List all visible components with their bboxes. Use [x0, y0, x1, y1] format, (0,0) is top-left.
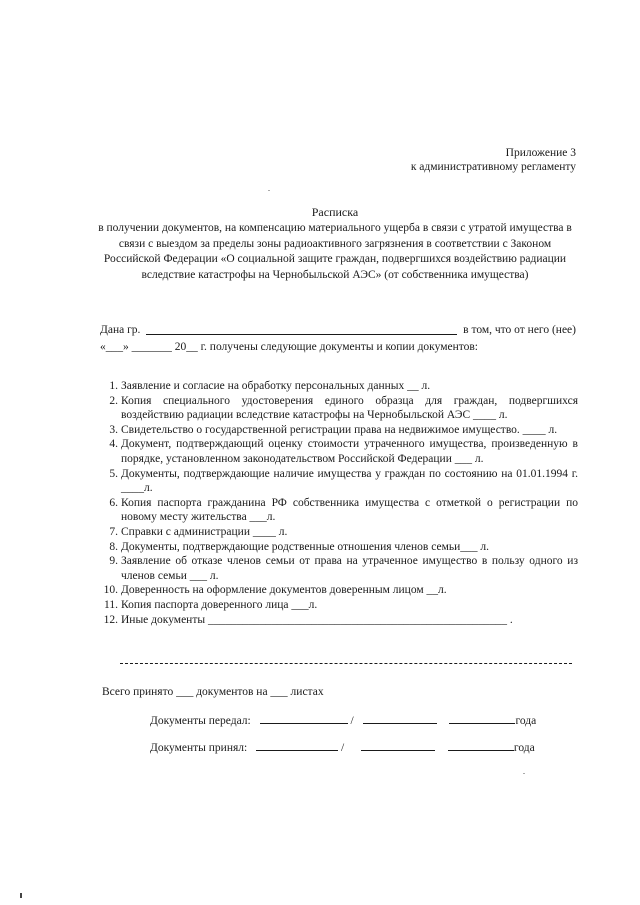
scan-speck [523, 773, 525, 774]
document-item-number: 12. [103, 613, 118, 626]
document-item-text: Заявление и согласие на обработку персональных данных __ л. [121, 380, 431, 392]
document-item-number: 6. [109, 496, 118, 509]
document-item-text: Доверенность на оформление документов доверенным лицом __л. [121, 584, 447, 597]
title-block [92, 205, 578, 283]
document-item-text: Свидетельство о государственной регистрации права на недвижимое имущество. ____ л. [121, 423, 558, 436]
signature-received-row [150, 739, 550, 755]
scan-speck [268, 190, 270, 191]
additional-documents-line [120, 663, 572, 664]
document-title: Расписка [311, 205, 359, 219]
passed-year-suffix: года [515, 715, 537, 727]
appendix-number: Приложение 3 [505, 147, 576, 159]
passed-name-line [363, 712, 437, 724]
passed-signature-line [260, 712, 348, 724]
document-item-number: 8. [109, 540, 118, 553]
document-item-number: 4. [109, 438, 118, 451]
document-item-number: 7. [109, 525, 118, 538]
document-item-text: Копия паспорта гражданина РФ собственника имущества с отметкой о регистрации по новому месту жительства ___л. [121, 496, 578, 524]
document-item-text: Документы, подтверждающие родственные отношения членов семьи___ л. [121, 540, 489, 553]
document-item [108, 554, 578, 583]
document-item [108, 423, 578, 438]
passed-slash: / [350, 715, 354, 727]
document-item [108, 394, 578, 423]
document-item-text: Документы, подтверждающие наличие имущества у граждан по состоянию на 01.01.1994 г. ____л. [121, 467, 578, 495]
document-subtitle: в получении документов, на компенсацию материального ущерба в связи с утратой имущества в связи с выездом за пределы зоны радиоактивного загрязнения в соответствии с Законом Российской Федерации «О социальной защите граждан, подвергшихся воздействию радиации вследствие катастрофы на Чернобыльской АЭС» (от собственника имущества) [98, 222, 572, 281]
received-label: Документы принял: [150, 742, 248, 754]
document-item-text: Справки с администрации ____ л. [121, 525, 288, 538]
document-item [108, 379, 578, 394]
documents-list [103, 379, 578, 627]
given-row [100, 322, 576, 339]
signature-passed-row [150, 712, 550, 728]
document-item-number: 3. [109, 423, 118, 436]
passed-date-line [449, 712, 515, 724]
recipient-name-line [146, 322, 457, 335]
received-slash: / [340, 742, 345, 754]
passed-label: Документы передал: [150, 715, 251, 727]
given-label: Дана гр. [100, 324, 141, 336]
document-item [108, 540, 578, 555]
document-item [108, 496, 578, 525]
document-item-number: 5. [109, 467, 118, 480]
document-item [108, 467, 578, 496]
document-item-text: Копия специального удостоверения единого образца для граждан, подвергшихся воздействию радиации вследствие катастрофы на Чернобыльской АЭС ____ л. [121, 394, 578, 422]
given-date-line: «___» _______ 20__ г. получены следующие документы и копии документов: [100, 341, 478, 353]
document-item-text: Иные документы ____________________________________________________ . [121, 613, 513, 626]
received-date-line [448, 739, 514, 751]
document-item-number: 11. [104, 598, 118, 611]
received-name-line [361, 739, 435, 751]
scan-mark [20, 893, 22, 898]
document-item [104, 598, 578, 613]
document-item-text: Копия паспорта доверенного лица ___л. [121, 598, 318, 611]
document-item-text: Заявление об отказе членов семьи от права на утраченное имущество в пользу одного из членов семьи ___ л. [121, 555, 578, 582]
document-item [108, 437, 578, 466]
document-item-number: 1. [109, 380, 118, 392]
document-item [103, 613, 578, 628]
document-item-text: Документ, подтверждающий оценку стоимости утраченного имущества, произведенную в порядке, установленном законодательством Российской Федерации ___ л. [121, 438, 578, 465]
document-item-number: 10. [103, 584, 118, 597]
appendix-header [360, 146, 576, 174]
document-item-number: 9. [109, 555, 118, 568]
appendix-reference: к административному регламенту [410, 161, 576, 173]
document-item [108, 525, 578, 540]
given-block [100, 322, 576, 356]
received-year-suffix: года [513, 742, 535, 754]
received-signature-line [256, 739, 338, 751]
given-suffix: в том, что от него (нее) [463, 324, 576, 336]
total-received: Всего принято ___ документов на ___ листах [102, 686, 324, 698]
document-item-number: 2. [109, 394, 118, 407]
document-item [103, 583, 578, 598]
